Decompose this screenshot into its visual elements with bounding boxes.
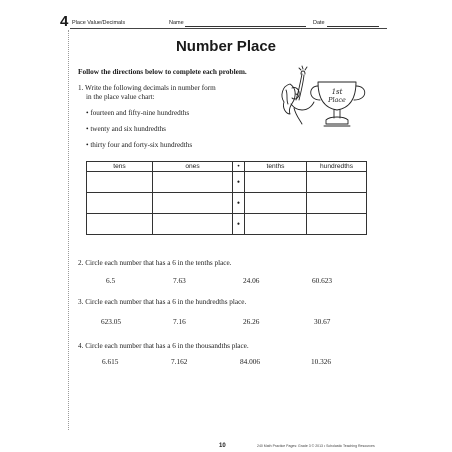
trophy-label-line-2: Place — [328, 96, 346, 104]
footer-source: 240 Math Practice Pages: Grade 3 © 2013 • Scholastic Teaching Resources — [257, 444, 375, 448]
decimal-point-cell: • — [233, 172, 245, 193]
table-cell[interactable] — [307, 214, 367, 235]
name-field-line[interactable] — [185, 26, 306, 27]
question-3-number[interactable]: 30.67 — [314, 317, 331, 326]
decimal-point-cell: • — [233, 214, 245, 235]
question-2-number[interactable]: 24.06 — [243, 276, 260, 285]
table-cell[interactable] — [87, 193, 153, 214]
header-topic: Place Value/Decimals — [72, 20, 126, 26]
table-cell[interactable] — [245, 193, 307, 214]
question-4-number[interactable]: 6.615 — [102, 357, 119, 366]
table-cell[interactable] — [153, 172, 233, 193]
place-value-chart — [86, 161, 367, 235]
header-page-number: 4 — [60, 13, 69, 30]
question-1-line-1: 1. Write the following decimals in number form — [78, 84, 216, 92]
question-1-line-2: in the place value chart: — [86, 93, 155, 101]
question-3-number[interactable]: 26.26 — [243, 317, 260, 326]
question-2-text: 2. Circle each number that has a 6 in the tenths place. — [78, 259, 232, 267]
date-label: Date — [313, 20, 325, 26]
binding-dotted-line — [68, 30, 69, 430]
column-header-decimal-point: • — [233, 162, 245, 172]
question-3-text: 3. Circle each number that has a 6 in the hundredths place. — [78, 298, 247, 306]
question-4-number[interactable]: 7.162 — [171, 357, 188, 366]
question-2-number[interactable]: 6.5 — [106, 276, 116, 285]
column-header-tens: tens — [87, 162, 153, 172]
question-1-item: • thirty four and forty-six hundredths — [86, 141, 193, 149]
question-1-item: • twenty and six hundredths — [86, 125, 166, 133]
directions-text: Follow the directions below to complete each problem. — [78, 67, 247, 76]
trophy-girl-illustration — [272, 64, 380, 134]
question-2-number[interactable]: 7.63 — [173, 276, 186, 285]
question-3-number[interactable]: 623.05 — [101, 317, 122, 326]
table-row — [87, 172, 367, 193]
table-cell[interactable] — [307, 193, 367, 214]
table-cell[interactable] — [87, 172, 153, 193]
table-cell[interactable] — [153, 214, 233, 235]
table-cell[interactable] — [307, 172, 367, 193]
question-1-item: • fourteen and fifty-nine hundredths — [86, 109, 190, 117]
name-label: Name — [169, 20, 184, 26]
header-rule — [70, 28, 387, 29]
question-4-number[interactable]: 10.326 — [311, 357, 332, 366]
table-cell[interactable] — [153, 193, 233, 214]
table-cell[interactable] — [245, 214, 307, 235]
table-cell[interactable] — [245, 172, 307, 193]
column-header-ones: ones — [153, 162, 233, 172]
question-4-text: 4. Circle each number that has a 6 in the thousandths place. — [78, 342, 249, 350]
table-row — [87, 214, 367, 235]
question-2-number[interactable]: 60.623 — [312, 276, 333, 285]
trophy-label-line-1: 1st — [331, 88, 343, 96]
table-cell[interactable] — [87, 214, 153, 235]
table-row — [87, 193, 367, 214]
question-4-number[interactable]: 84.006 — [240, 357, 261, 366]
column-header-tenths: tenths — [245, 162, 307, 172]
footer-page-number: 10 — [219, 443, 226, 449]
column-header-hundredths: hundredths — [307, 162, 367, 172]
question-3-number[interactable]: 7.16 — [173, 317, 186, 326]
date-field-line[interactable] — [327, 26, 379, 27]
page-title: Number Place — [175, 38, 277, 55]
decimal-point-cell: • — [233, 193, 245, 214]
